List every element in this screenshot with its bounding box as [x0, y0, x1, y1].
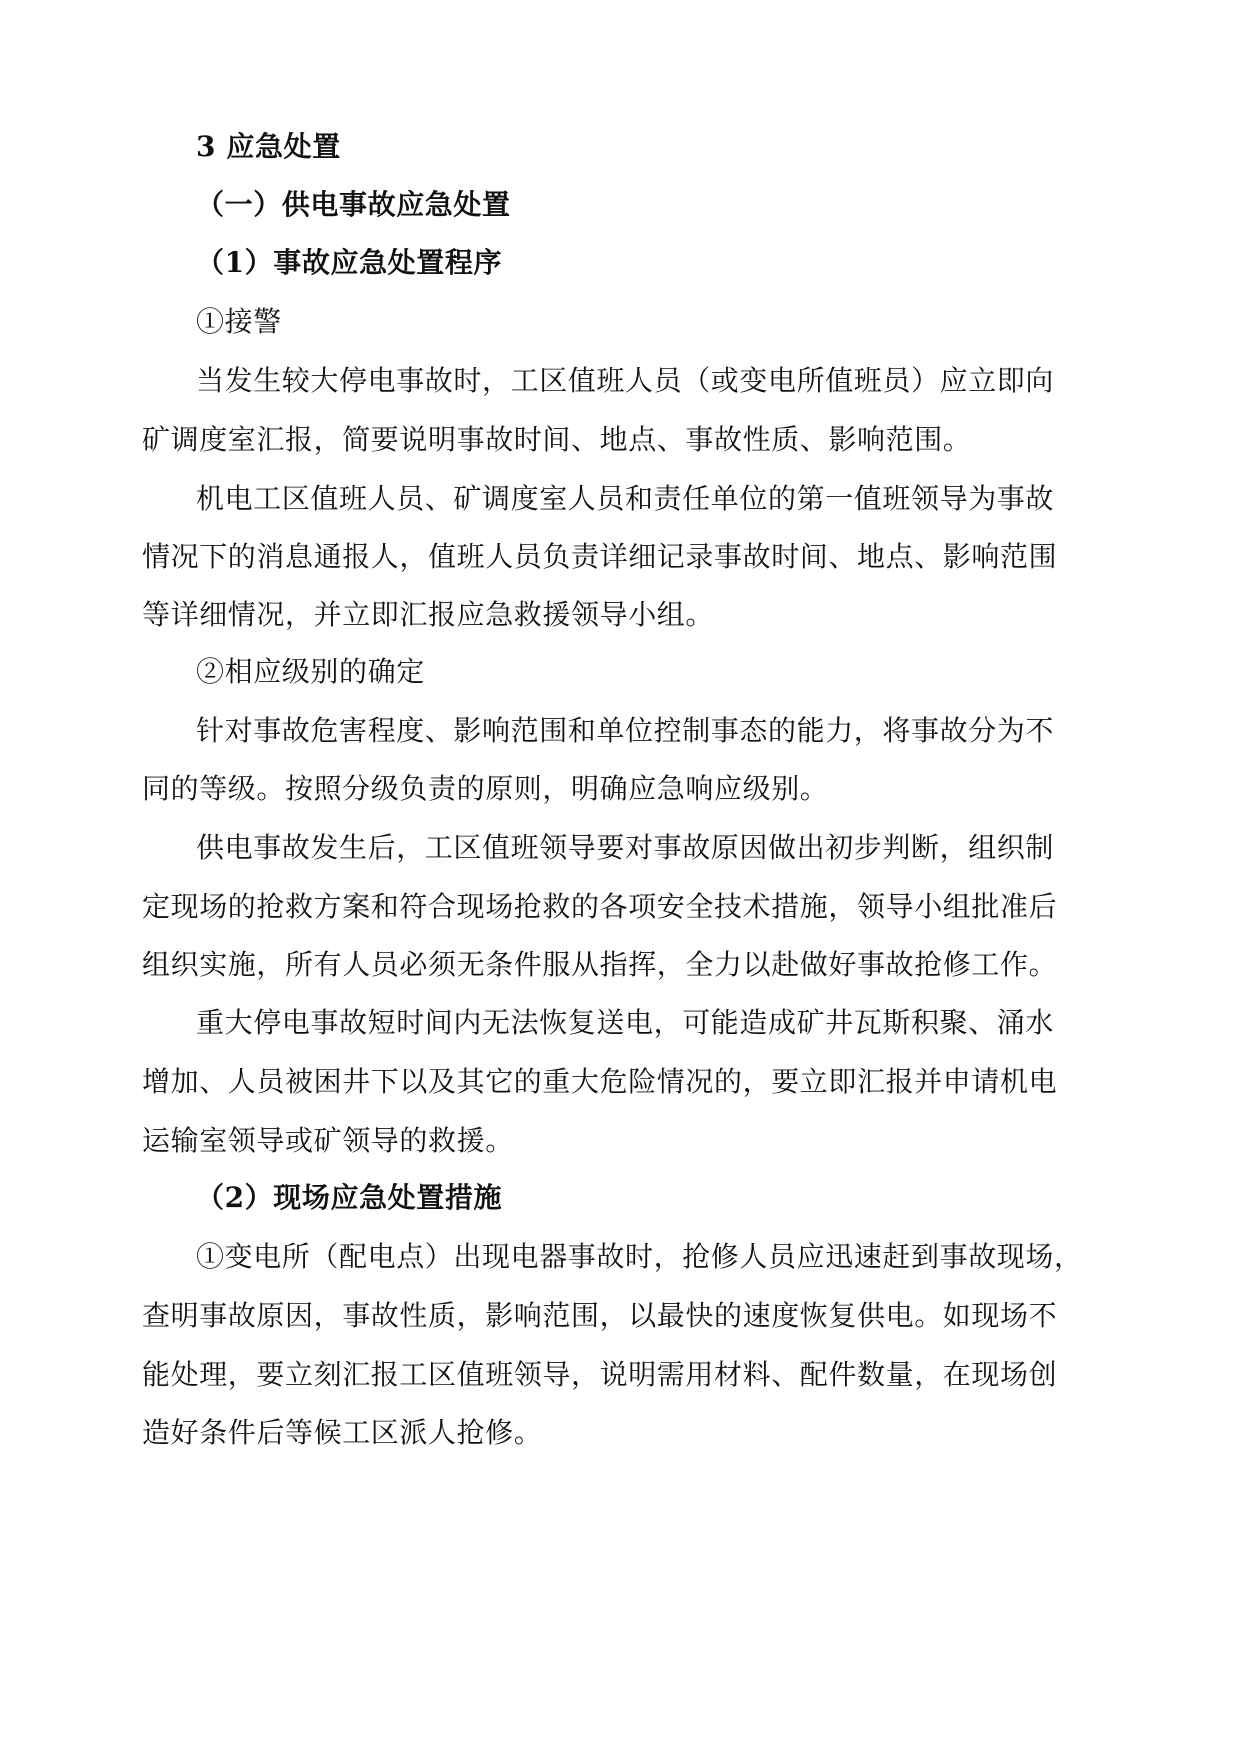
subsection-heading: （一）供电事故应急处置: [196, 188, 511, 221]
section-title: 3 应急处置: [196, 130, 341, 163]
item-label-alarm: ①接警: [196, 305, 282, 338]
paragraph-line: 机电工区值班人员、矿调度室人员和责任单位的第一值班领导为事故: [196, 482, 1055, 515]
paragraph-line: 能处理，要立刻汇报工区值班领导，说明需用材料、配件数量，在现场创: [142, 1358, 1058, 1391]
paragraph-line: 查明事故原因，事故性质，影响范围，以最快的速度恢复供电。如现场不: [142, 1299, 1058, 1332]
paragraph-line: 定现场的抢救方案和符合现场抢救的各项安全技术措施，领导小组批准后: [142, 890, 1058, 923]
paragraph-line: 运输室领导或矿领导的救援。: [142, 1124, 514, 1157]
paragraph-line: 重大停电事故短时间内无法恢复送电，可能造成矿井瓦斯积聚、涌水: [196, 1006, 1055, 1039]
item-label-level: ②相应级别的确定: [196, 655, 425, 688]
paragraph-line: 同的等级。按照分级负责的原则，明确应急响应级别。: [142, 772, 829, 805]
paragraph-line: 情况下的消息通报人，值班人员负责详细记录事故时间、地点、影响范围: [142, 540, 1058, 573]
measures-heading: （2）现场应急处置措施: [196, 1181, 503, 1214]
paragraph-line: ①变电所（配电点）出现电器事故时，抢修人员应迅速赶到事故现场，: [196, 1240, 1083, 1273]
paragraph-line: 增加、人员被困井下以及其它的重大危险情况的，要立即汇报并申请机电: [142, 1065, 1058, 1098]
paragraph-line: 矿调度室汇报，简要说明事故时间、地点、事故性质、影响范围。: [142, 423, 972, 456]
paragraph-line: 造好条件后等候工区派人抢修。: [142, 1416, 543, 1449]
procedure-heading: （1）事故应急处置程序: [196, 246, 503, 279]
paragraph-line: 供电事故发生后，工区值班领导要对事故原因做出初步判断，组织制: [196, 831, 1055, 864]
paragraph-line: 当发生较大停电事故时，工区值班人员（或变电所值班员）应立即向: [196, 364, 1055, 397]
paragraph-line: 等详细情况，并立即汇报应急救援领导小组。: [142, 598, 715, 631]
paragraph-line: 组织实施，所有人员必须无条件服从指挥，全力以赴做好事故抢修工作。: [142, 948, 1058, 981]
paragraph-line: 针对事故危害程度、影响范围和单位控制事态的能力，将事故分为不: [196, 714, 1055, 747]
